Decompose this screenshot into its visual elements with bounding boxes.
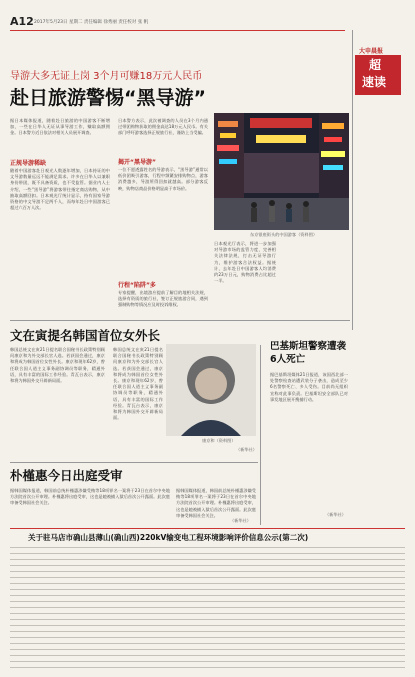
lead-headline: 赴日旅游警惕“黑导游” xyxy=(10,87,206,109)
masthead-box xyxy=(355,46,405,96)
story2-photo xyxy=(166,344,256,436)
page-number: A12 xyxy=(10,15,34,28)
lead-kicker: 导游大多无证上岗 3个月可赚18万元人民币 xyxy=(10,71,203,82)
story4-headline: 朴槿惠今日出庭受审 xyxy=(10,468,123,483)
lead-subhead-3: 行程“陷阱”多 xyxy=(118,282,156,289)
story4-body-col2: 据韩国媒体报道，韩国前总统朴槿惠涉嫌受贿等18项罪名一案将于23日在首尔中央地方法院首次公开审理。朴槿惠将出庭受审，这也是她被捕入狱后首次公开露面。此次庭审备受韩国社会关注。 xyxy=(176,488,256,518)
header-rule xyxy=(10,30,345,31)
story3-body: 据巴基斯坦媒体21日报道，该国西北部一处警察检查站遭武装分子袭击，造成至少6名警察死亡、多人受伤。目前尚无组织宣称对此事负责。巴基斯坦安全部队已对事发地区展开搜捕行动。 xyxy=(270,372,348,402)
section-label-2: 速读 xyxy=(362,75,387,89)
notice-rule xyxy=(10,528,405,529)
street-scene-image xyxy=(214,113,349,230)
story2-headline: 文在寅提名韩国首位女外长 xyxy=(10,328,161,343)
story2-source: （新华社） xyxy=(236,447,257,452)
story4-body: 据韩国媒体报道，韩国前总统朴槿惠涉嫌受贿等18项罪名一案将于23日在首尔中央地方法院首次公开审理。朴槿惠将出庭受审，这也是她被捕入狱后首次公开露面。此次庭审备受韩国社会关注。 xyxy=(10,488,170,506)
vertical-divider-2 xyxy=(260,345,261,525)
lead-subhead-2: 揭开“黑导游” xyxy=(118,159,156,166)
lead-subhead-1: 正规导游稀缺 xyxy=(10,160,47,167)
story2-photo-caption: 康京和（资料图） xyxy=(202,438,236,443)
lead-body-2: 日本警方表示，此次被调查的人员在3个月内通过带团购物获取的佣金高达18万元人民币。有关部门呼吁游客选择正规旅行社，谨防上当受骗。 xyxy=(118,118,208,136)
masthead-divider xyxy=(352,30,353,330)
portrait-image xyxy=(166,344,256,436)
notice-body xyxy=(10,544,405,672)
date-line: 2017年5月23日 星期二 责任编辑 徐秀丽 责任校对 张 帆 xyxy=(34,20,149,25)
divider-1 xyxy=(10,320,350,321)
notice-title: 关于驻马店市确山县薄山(确山西)220kV输变电工程环境影响评价信息公示(第二次) xyxy=(28,533,309,542)
section-label-1: 超 xyxy=(369,58,382,72)
story3-headline: 巴基斯坦警察遭袭6人死亡 xyxy=(270,341,347,365)
lead-body-4: 专家提醒，出境游应提前了解目的地相关法规，选择有资质的旅行社，签订正规旅游合同，遇到强制购物等情况应及时投诉维权。 xyxy=(118,290,208,308)
story2-body: 韩国总统文在寅21日提名联合国秘书长政策特别顾问康京和为外交部长官人选。若获国会通过，康京和将成为韩国首位女性外长。康京和现年62岁，曾任联合国人道主义事务副协调员等职务，精通外语，具有丰富的国际工作经验。青瓦台表示，康京和将为韩国外交开辟新局面。 xyxy=(10,347,105,384)
lead-photo-caption: 东京银座街头的中国游客（资料图） xyxy=(250,232,318,237)
story2-body-col2: 韩国总统文在寅21日提名联合国秘书长政策特别顾问康京和为外交部长官人选。若获国会通过，康京和将成为韩国首位女性外长。康京和现年62岁，曾任联合国人道主义事务副协调员等职务，精通外语，具有丰富的国际工作经验。青瓦台表示，康京和将为韩国外交开辟新局面。 xyxy=(113,347,163,421)
story4-source: （新华社） xyxy=(230,518,251,523)
lead-intro: 据日本媒体报道，随着赴日旅游的中国游客不断增加，一些在日华人无证从事导游工作，赚取高额佣金。日本警方近日依法对相关人员展开调查。 xyxy=(10,118,110,136)
lead-body-3: 一位不愿透露姓名的导游表示，“黑导游”通常以低价团吸引游客，行程中频繁安排购物点，游客消费越多，导游所得回扣就越高。部分游客反映，购物店商品价格明显高于市场价。 xyxy=(118,167,208,191)
lead-side-text: 日本观光厅表示，将进一步加强对导游市场的监管力度，完善相关法律法规，打击无证导游行为，维护游客合法权益。据统计，去年赴日中国游客人均消费约23万日元，购物消费占比超过一半。 xyxy=(214,241,276,284)
lead-photo xyxy=(214,113,349,230)
logo-text: 大申晨报 xyxy=(359,48,384,55)
divider-3 xyxy=(10,462,258,463)
story3-source: （新华社） xyxy=(325,512,346,517)
lead-body-1: 随着中国游客赴日观光人数逐年增加，日本持证的中文导游数量远远不能满足需求。许多在日华人以兼职身份带团，既不具备资质，也不受监管。据业内人士介绍，一些“黑导游”将游客带往指定商店购物，从中抽取高额回扣。日本观光厅统计显示，持有国家导游资格的中文导游不足两千人，而每年赴日中国游客已超过六百万人次。 xyxy=(10,168,110,211)
